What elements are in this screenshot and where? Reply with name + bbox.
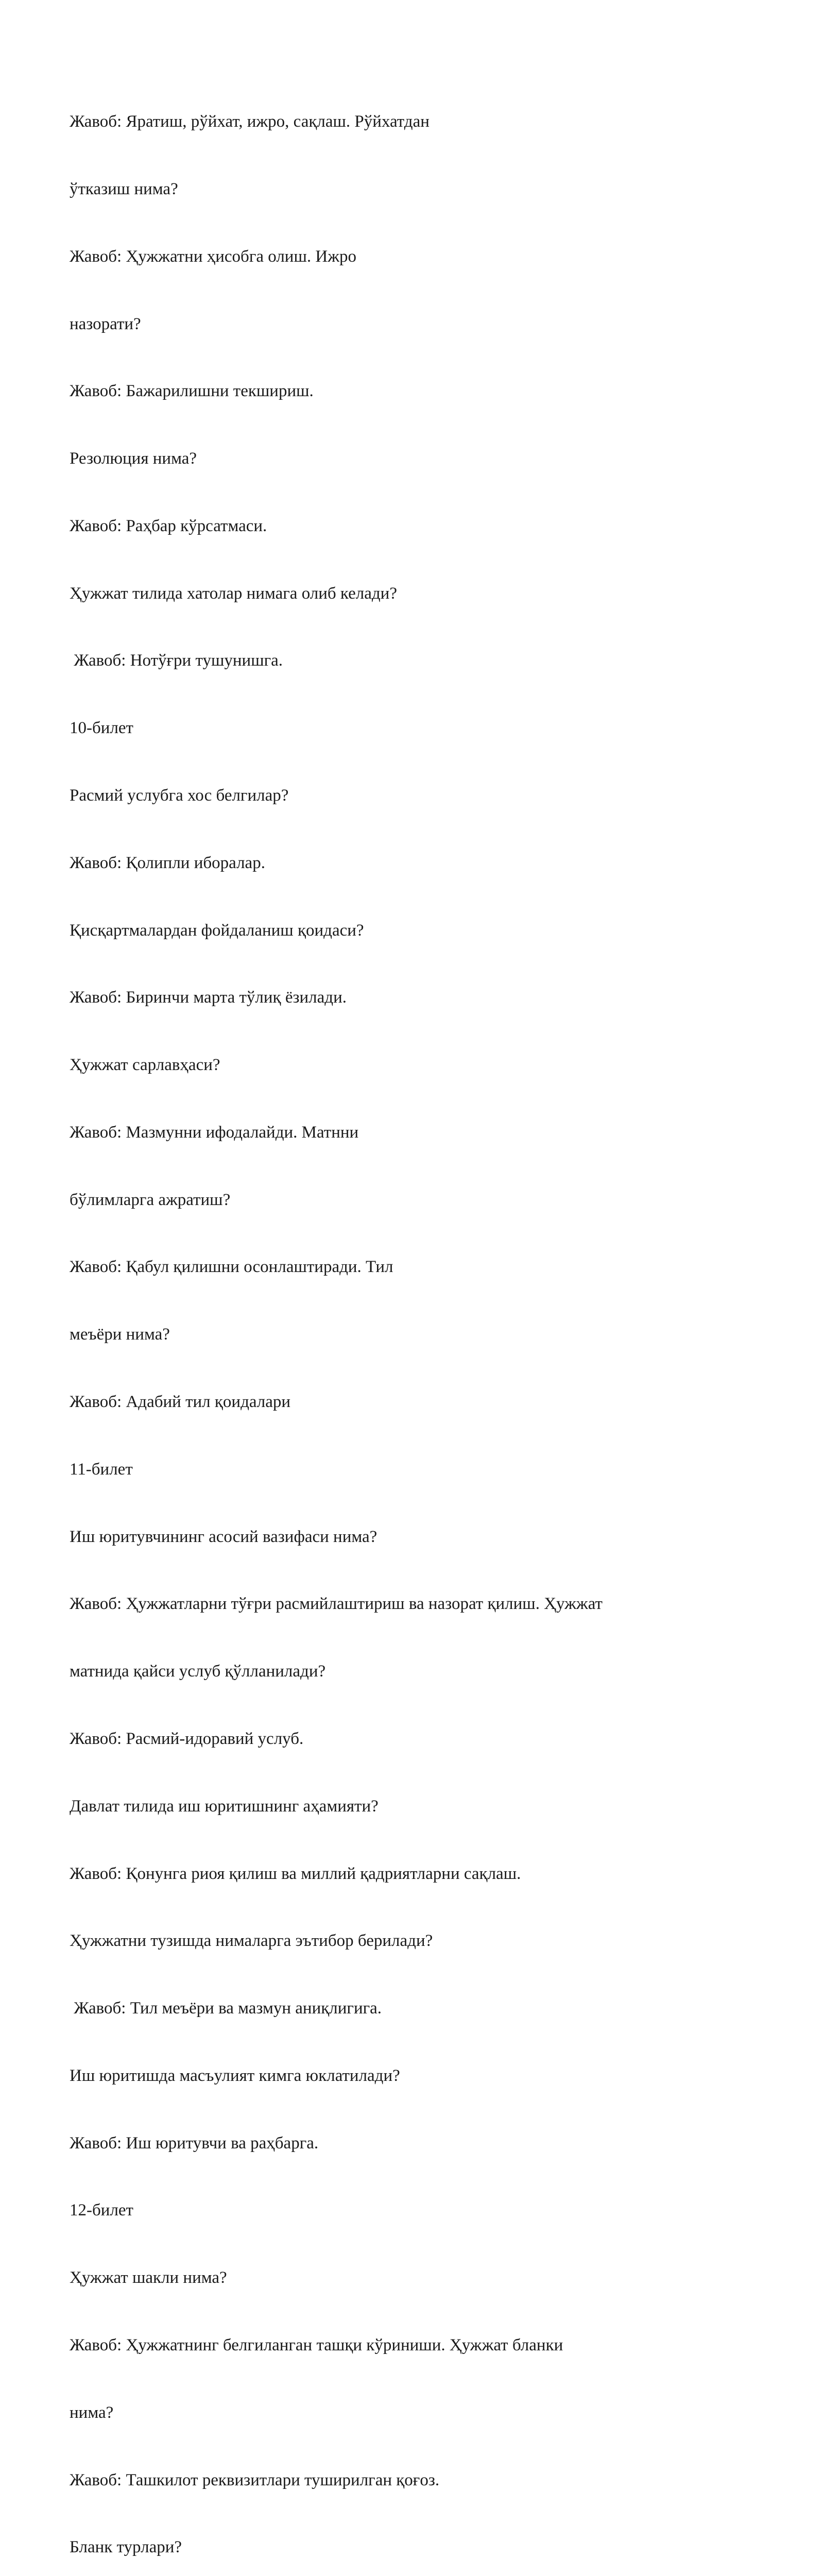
text-line: Жавоб: Расмий-идоравий услуб. bbox=[70, 1729, 304, 1748]
text-line: Жавоб: Биринчи марта тўлиқ ёзилади. bbox=[70, 988, 347, 1007]
text-line: Ҳужжат тилида хатолар нимага олиб келади? bbox=[70, 584, 397, 603]
text-line: Иш юритувчининг асосий вазифаси нима? bbox=[70, 1527, 377, 1546]
ticket-heading: 10-билет bbox=[70, 719, 133, 738]
text-line: назорати? bbox=[70, 314, 141, 333]
ticket-heading: 11-билет bbox=[70, 1460, 133, 1479]
text-line: нима? bbox=[70, 2403, 114, 2422]
text-line: Жавоб: Қабул қилишни осонлаштиради. Тил bbox=[70, 1258, 393, 1277]
text-line: Жавоб: Адабий тил қоидалари bbox=[70, 1393, 291, 1412]
text-line: Бланк турлари? bbox=[70, 2538, 182, 2557]
ticket-heading: 12-билет bbox=[70, 2201, 133, 2220]
text-line: Иш юритишда масъулият кимга юклатилади? bbox=[70, 2066, 400, 2085]
text-line: Жавоб: Қонунга риоя қилиш ва миллий қадриятларни сақлаш. bbox=[70, 1864, 521, 1883]
text-line: Жавоб: Ҳужжатнинг белгиланган ташқи кўриниши. Ҳужжат бланки bbox=[70, 2335, 563, 2354]
text-line: Жавоб: Мазмунни ифодалайди. Матнни bbox=[70, 1123, 359, 1142]
text-line: Жавоб: Бажарилишни текшириш. bbox=[70, 382, 314, 401]
text-line: Ҳужжатни тузишда нималарга эътибор берилади? bbox=[70, 1931, 433, 1951]
text-line: Жавоб: Ҳужжатни ҳисобга олиш. Ижро bbox=[70, 247, 357, 266]
text-line: матнида қайси услуб қўлланилади? bbox=[70, 1662, 326, 1681]
text-line: бўлимларга ажратиш? bbox=[70, 1190, 231, 1209]
text-line: Жавоб: Нотўғри тушунишга. bbox=[70, 651, 283, 670]
document-text bbox=[70, 66, 780, 2576]
text-line: Жавоб: Яратиш, рўйхат, ижро, сақлаш. Рўйхатдан bbox=[70, 112, 430, 131]
text-line: Давлат тилида иш юритишнинг аҳамияти? bbox=[70, 1797, 379, 1816]
text-line: Ҳужжат шакли нима? bbox=[70, 2268, 227, 2287]
text-line: Резолюция нима? bbox=[70, 449, 197, 468]
text-line: Қисқартмалардан фойдаланиш қоидаси? bbox=[70, 921, 364, 940]
text-line: ўтказиш нима? bbox=[70, 179, 178, 198]
text-line: Жавоб: Раҳбар кўрсатмаси. bbox=[70, 516, 267, 535]
text-line: Жавоб: Ташкилот реквизитлари туширилган қоғоз. bbox=[70, 2470, 440, 2489]
text-line: меъёри нима? bbox=[70, 1325, 170, 1344]
text-line: Жавоб: Қолипли иборалар. bbox=[70, 853, 265, 872]
text-line: Ҳужжат сарлавҳаси? bbox=[70, 1056, 220, 1075]
text-line: Жавоб: Иш юритувчи ва раҳбарга. bbox=[70, 2133, 319, 2153]
text-line: Расмий услубга хос белгилар? bbox=[70, 786, 289, 805]
text-line: Жавоб: Ҳужжатларни тўғри расмийлаштириш ва назорат қилиш. Ҳужжат bbox=[70, 1595, 603, 1614]
text-line: Жавоб: Тил меъёри ва мазмун аниқлигига. bbox=[70, 1999, 382, 2018]
